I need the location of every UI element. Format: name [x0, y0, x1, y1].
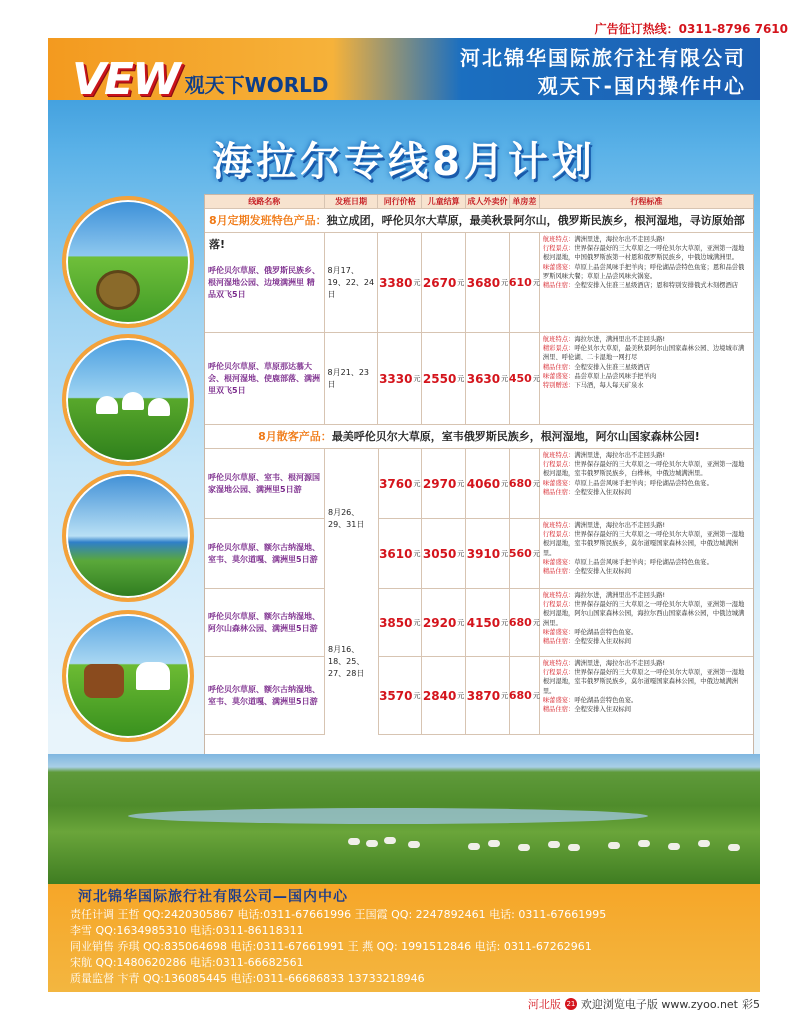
contact-line: 李雪 QQ:1634985310 电话:0311-86118311: [70, 924, 304, 937]
peer-price: 3760 元: [378, 449, 422, 518]
adult-price: 3910 元: [466, 519, 510, 588]
child-price: 2970 元: [422, 449, 466, 518]
route-name: 呼伦贝尔草原、额尔古纳湿地、室韦、莫尔道嘎、满洲里5日游: [205, 519, 325, 588]
single-supplement: 450 元: [510, 333, 540, 424]
section-tag: 8月定期发班特色产品：: [209, 214, 327, 227]
child-price: 3050 元: [422, 519, 466, 588]
sheep-mark: [384, 837, 396, 844]
adult-price: 3870 元: [466, 657, 510, 734]
child-price: 2670 元: [422, 233, 466, 332]
standard-line: 航班特点：满洲里进，海拉尔出不走回头路!: [542, 452, 666, 459]
itinerary-standard: [540, 233, 753, 332]
route-name: 呼伦贝尔草原、俄罗斯民族乡、根河湿地公园、边境满洲里 精品双飞5日: [205, 233, 325, 332]
standard-line: 航班特点：海拉尔进，满洲里出不走回头路!: [542, 336, 666, 343]
page-title: 海拉尔专线8月计划: [212, 139, 596, 185]
table-row: [205, 233, 753, 333]
edition-label: 河北版: [527, 998, 561, 1011]
peer-price: 3610 元: [378, 519, 422, 588]
contact-line: 质量监督 卞青 QQ:136085445 电话:0311-66686833 13733218946: [70, 972, 425, 985]
standard-line: 行程景点：世界保存最好的三大草原之一呼伦贝尔大草原，亚洲第一湿地根河湿地，室韦俄罗斯民族乡，莫尔道嘎国家森林公园，中俄边城满洲里。: [542, 669, 745, 695]
standard-line: 味蕾盛宴：草原上品尝风味手把羊肉；呼伦湖品尝特色鱼宴；恩和品尝俄罗斯风味大餐；草原上品尝风味火锅宴。: [542, 263, 745, 280]
sheep-mark: [668, 843, 680, 850]
table-row: [205, 657, 753, 735]
sheep-mark: [408, 841, 420, 848]
color-label: 彩5: [742, 998, 760, 1011]
single-supplement: 680 元: [510, 589, 540, 656]
sheep-mark: [698, 840, 710, 847]
sheep-mark: [366, 840, 378, 847]
standard-line: 特别赠送：下马酒，每人每天矿泉水: [542, 382, 644, 390]
standard-line: 精品住宿：全程安排入住双标间: [542, 706, 631, 714]
logo: [72, 54, 329, 105]
depart-date-merged: 8月16、18、25、27、28日: [325, 589, 379, 735]
standard-line: 行程景点：世界保存最好的三大草原之一呼伦贝尔大草原，亚洲第一湿地根河湿地，室韦俄罗斯民族乡，白桦林，中俄边城满洲里。: [542, 461, 745, 478]
sheep-mark: [568, 844, 580, 851]
sheep-mark: [638, 840, 650, 847]
peer-price: 3850 元: [378, 589, 422, 656]
child-price: 2840 元: [422, 657, 466, 734]
itinerary-standard: [540, 519, 753, 588]
photo-hay-bale: [62, 196, 194, 328]
route-name: 呼伦贝尔草原、室韦、根河源国家湿地公园、满洲里5日游: [205, 449, 325, 518]
itinerary-standard: [540, 333, 753, 424]
standard-line: 精品住宿：全程安排入住双标间: [542, 638, 631, 646]
standard-line: 精品住宿：全程安排入住准三星级酒店: [542, 363, 650, 371]
child-price: 2920 元: [422, 589, 466, 656]
section-text: 独立成团，呼伦贝尔大草原，最美秋景阿尔山，俄罗斯民族乡，根河湿地，寻访原始部落!: [209, 214, 745, 251]
standard-line: 味蕾盛宴：呼伦湖品尝特色鱼宴。: [542, 628, 638, 636]
contact-line: 宋航 QQ:1480620286 电话:0311-66682561: [70, 956, 304, 969]
peer-price: 3330 元: [378, 333, 422, 424]
header-bar: [48, 38, 760, 105]
section-tag: 8月散客产品：: [258, 430, 332, 443]
sheep-mark: [608, 842, 620, 849]
sheep-mark: [518, 844, 530, 851]
route-name: 呼伦贝尔草原、额尔古纳湿地、阿尔山森林公园、满洲里5日游: [205, 589, 325, 656]
sheep-mark: [488, 840, 500, 847]
col-peer-price: 同行价格: [378, 195, 422, 208]
peer-price: 3570 元: [378, 657, 422, 734]
col-standard: 行程标准: [630, 197, 663, 206]
route-name: 呼伦贝尔草原、草原那达慕大会、根河湿地、使鹿部落、满洲里双飞5日: [205, 333, 325, 424]
itinerary-standard: [540, 657, 753, 734]
sheep-mark: [728, 844, 740, 851]
standard-line: 味蕾盛宴：呼伦湖品尝特色鱼宴。: [542, 696, 638, 704]
col-child: 儿童结算: [422, 195, 466, 208]
standard-line: 味蕾盛宴：品尝草原上品尝风味手把羊肉: [542, 372, 657, 380]
standard-line: 味蕾盛宴：草原上品尝风味手把羊肉；呼伦湖品尝特色鱼宴。: [542, 558, 713, 566]
standard-line: 行程景点：世界保存最好的三大草原之一呼伦贝尔大草原，亚洲第一湿地根河湿地，室韦俄罗斯民族乡，莫尔道嘎国家森林公园，中俄边城满洲里。: [542, 531, 745, 557]
single-supplement: 610 元: [510, 233, 540, 332]
sheep-mark: [548, 841, 560, 848]
single-supplement: 680 元: [510, 449, 540, 518]
section-header-2: [205, 425, 753, 449]
contact-line: 同业销售 乔琪 QQ:835064698 电话:0311-67661991 王 燕 QQ: 1991512846 电话: 0311-67262961: [70, 940, 592, 953]
single-supplement: 560 元: [510, 519, 540, 588]
standard-line: 精品住宿：全程安排入住准三星级酒店；恩和特别安排俄式木刻楞酒店: [542, 282, 739, 290]
footer-title: 河北锦华国际旅行社有限公司—国内中心: [78, 889, 348, 905]
standard-line: 航班特点：满洲里进，海拉尔出不走回头路!: [542, 522, 666, 529]
ad-hotline: 广告征订热线：0311-8796 7610: [594, 22, 788, 36]
adult-price: 4060 元: [466, 449, 510, 518]
photo-yurts: [62, 334, 194, 466]
company-name: [460, 44, 746, 100]
route-name: 呼伦贝尔草原、额尔古纳湿地、室韦、莫尔道嘎、满洲里5日游: [205, 657, 325, 734]
depart-date: 8月21、23日: [325, 333, 379, 424]
standard-line: 行程景点：世界保存最好的三大草原之一呼伦贝尔大草原，亚洲第一湿地根河湿地，阿尔山国家森林公园，海拉尔西山国家森林公园，中俄边城满洲里。: [542, 601, 745, 627]
itinerary-table: [204, 194, 754, 756]
depart-date-merged: 8月26、29、31日: [325, 449, 379, 589]
standard-line: 精品住宿：全程安排入住双标间: [542, 488, 631, 496]
company-line2: 观天下-国内操作中心: [537, 74, 746, 98]
grassland-photo: [48, 754, 760, 884]
adult-price: 3630 元: [466, 333, 510, 424]
col-date: 发班日期: [325, 195, 379, 208]
page-number: 21: [566, 1000, 576, 1008]
table-row: [205, 333, 753, 425]
table-row: [205, 449, 753, 519]
col-adult: 成人外卖价: [466, 195, 510, 208]
peer-price: 3380 元: [378, 233, 422, 332]
table-header: [205, 195, 753, 209]
itinerary-standard: [540, 589, 753, 656]
footer-contacts: [48, 884, 760, 992]
standard-line: 航班特点：满洲里进，海拉尔出不走回头路!: [542, 236, 666, 243]
photo-horse-yurt: [62, 610, 194, 742]
table-row: [205, 589, 753, 657]
sheep-mark: [348, 838, 360, 845]
contact-line: 责任计调 王哲 QQ:2420305867 电话:0311-67661996 王国霞 QQ: 2247892461 电话: 0311-67661995: [70, 908, 607, 921]
adult-price: 3680 元: [466, 233, 510, 332]
standard-line: 精彩景点：呼伦贝尔大草原，最美秋景阿尔山国家森林公园、边境城市满洲里、呼伦湖、二卡湿地一网打尽: [542, 345, 745, 362]
photo-lake: [62, 470, 194, 602]
table-row: [205, 519, 753, 589]
single-supplement: 680 元: [510, 657, 540, 734]
sheep-mark: [468, 843, 480, 850]
logo-sub: 观天下WORLD: [184, 73, 329, 97]
section-text: 最美呼伦贝尔大草原，室韦俄罗斯民族乡，根河湿地，阿尔山国家森林公园!: [331, 430, 700, 443]
site-link[interactable]: 欢迎浏览电子版 www.zyoo.net: [580, 998, 738, 1011]
company-line1: 河北锦华国际旅行社有限公司: [460, 46, 746, 70]
standard-line: 航班特点：海拉尔进，满洲里出不走回头路!: [542, 592, 666, 599]
standard-line: 行程景点：世界保存最好的三大草原之一呼伦贝尔大草原，亚洲第一湿地根河湿地，中国俄罗斯族第一村恩和俄罗斯民族乡，中俄边城满洲里。: [542, 245, 745, 262]
standard-line: 味蕾盛宴：草原上品尝风味手把羊肉；呼伦湖品尝特色鱼宴。: [542, 479, 713, 487]
child-price: 2550 元: [422, 333, 466, 424]
col-single: 单房差: [510, 195, 540, 208]
page-panel: [48, 38, 760, 992]
logo-text: VEW: [72, 54, 179, 105]
col-route: 线路名称: [205, 195, 325, 208]
page-footer: [528, 996, 760, 1012]
itinerary-standard: [540, 449, 753, 518]
standard-line: 航班特点：满洲里进，海拉尔出不走回头路!: [542, 660, 666, 667]
standard-line: 精品住宿：全程安排入住双标间: [542, 568, 631, 576]
adult-price: 4150 元: [466, 589, 510, 656]
depart-date: 8月17、19、22、24日: [325, 233, 379, 332]
